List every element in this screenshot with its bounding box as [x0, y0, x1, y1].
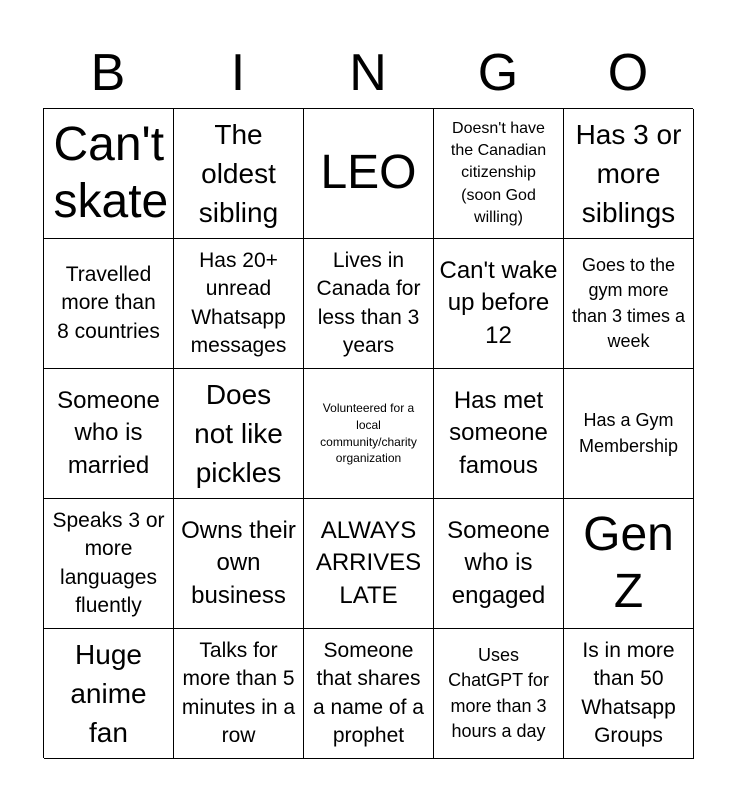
cell-text: The oldest sibling — [198, 118, 279, 229]
bingo-cell[interactable] — [434, 239, 564, 369]
bingo-cell[interactable] — [174, 499, 304, 629]
bingo-cell[interactable] — [564, 109, 694, 239]
cell-text: Huge anime fan — [70, 638, 147, 749]
cell-text: Goes to the gym more than 3 times a week — [571, 255, 686, 351]
bingo-cell[interactable] — [434, 369, 564, 499]
cell-text: Can't wake up before 12 — [439, 256, 558, 349]
bingo-cell[interactable] — [434, 629, 564, 759]
bingo-cell[interactable] — [304, 369, 434, 499]
bingo-cell[interactable] — [564, 499, 694, 629]
header-letter-n: N — [349, 44, 387, 102]
bingo-header — [43, 38, 693, 108]
header-letter-i: I — [230, 44, 246, 102]
cell-text: Speaks 3 or more languages fluently — [52, 508, 165, 617]
cell-text: Uses ChatGPT for more than 3 hours a day — [448, 645, 549, 741]
bingo-cell[interactable] — [304, 629, 434, 759]
bingo-cell[interactable] — [174, 629, 304, 759]
bingo-cell[interactable] — [44, 499, 174, 629]
cell-text: Volunteered for a local community/charity organization — [320, 400, 417, 466]
bingo-cell[interactable] — [174, 109, 304, 239]
cell-text: Owns their own business — [181, 516, 296, 609]
cell-text: Someone who is engaged — [447, 516, 550, 609]
bingo-cell[interactable] — [434, 499, 564, 629]
bingo-cell[interactable] — [44, 109, 174, 239]
cell-text: Has met someone famous — [449, 386, 548, 479]
cell-text: Talks for more than 5 minutes in a row — [181, 638, 296, 747]
bingo-board — [43, 108, 693, 758]
bingo-cell[interactable] — [44, 369, 174, 499]
cell-text: Gen Z — [583, 507, 674, 618]
bingo-cell[interactable] — [304, 499, 434, 629]
bingo-cell[interactable] — [304, 109, 434, 239]
cell-text: Someone who is married — [57, 386, 160, 479]
cell-text: Is in more than 50 Whatsapp Groups — [581, 638, 676, 747]
bingo-cell[interactable] — [174, 239, 304, 369]
header-letter-o: O — [607, 44, 649, 102]
header-letter-b: B — [90, 44, 126, 102]
cell-text: Someone that shares a name of a prophet — [313, 638, 424, 747]
cell-text: Has 3 or more siblings — [575, 118, 682, 229]
bingo-cell[interactable] — [564, 369, 694, 499]
cell-text: Lives in Canada for less than 3 years — [316, 248, 421, 357]
bingo-cell[interactable] — [564, 239, 694, 369]
bingo-cell[interactable] — [434, 109, 564, 239]
bingo-cell[interactable] — [564, 629, 694, 759]
cell-text: LEO — [320, 146, 417, 200]
cell-text: Can't skate — [53, 117, 169, 228]
bingo-cell[interactable] — [174, 369, 304, 499]
cell-text: Has 20+ unread Whatsapp messages — [190, 248, 287, 357]
cell-text: ALWAYS ARRIVES LATE — [315, 516, 422, 609]
bingo-cell[interactable] — [44, 239, 174, 369]
header-letter-g: G — [477, 44, 519, 102]
cell-text: Doesn't have the Canadian citizenship (soon God willing) — [450, 119, 547, 227]
bingo-cell[interactable] — [304, 239, 434, 369]
cell-text: Does not like pickles — [194, 378, 283, 489]
bingo-cell[interactable] — [44, 629, 174, 759]
cell-text: Travelled more than 8 countries — [57, 262, 160, 343]
cell-text: Has a Gym Membership — [578, 410, 679, 456]
